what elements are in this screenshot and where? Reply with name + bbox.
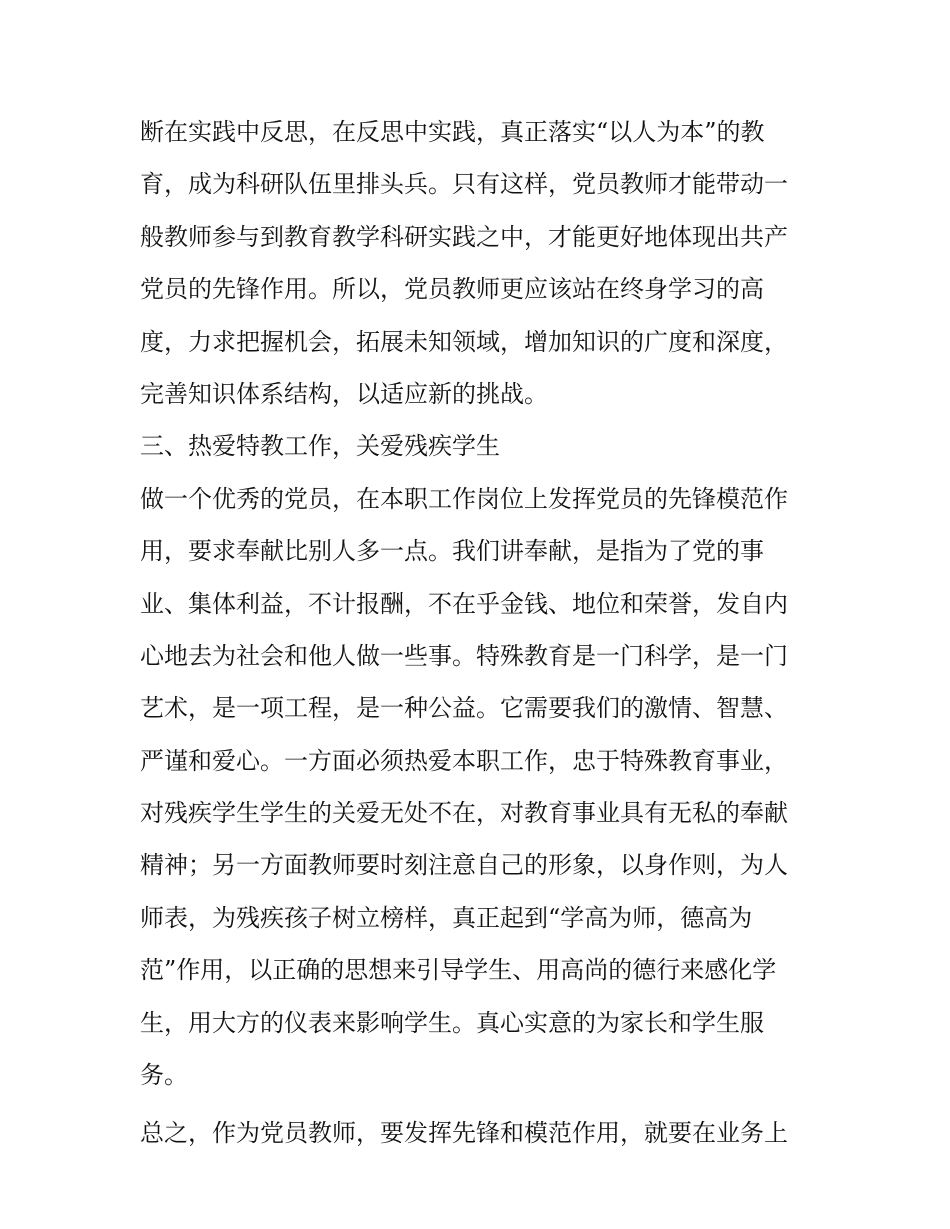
- text-line: 党员的先锋作用。所以，党员教师更应该站在终身学习的高: [140, 275, 764, 304]
- text-line: 生，用大方的仪表来影响学生。真心实意的为家长和学生服: [140, 1008, 764, 1037]
- text-line: 严谨和爱心。一方面必须热爱本职工作，忠于特殊教育事业，: [140, 746, 788, 775]
- text-line: 师表，为残疾孩子树立榜样，真正起到“学高为师，德高为: [140, 903, 753, 932]
- text-line: 对残疾学生学生的关爱无处不在，对教育事业具有无私的奉献: [140, 799, 788, 828]
- text-line: 务。: [140, 1061, 188, 1090]
- text-line: 范”作用，以正确的思想来引导学生、用高尚的德行来感化学: [140, 956, 777, 985]
- text-line: 断在实践中反思，在反思中实践，真正落实“以人为本”的教: [140, 118, 765, 146]
- text-line: 艺术，是一项工程，是一种公益。它需要我们的激情、智慧、: [140, 694, 788, 723]
- text-line: 育，成为科研队伍里排头兵。只有这样，党员教师才能带动一: [140, 170, 788, 199]
- document-body-text: [140, 106, 830, 1160]
- text-line: 业、集体利益，不计报酬，不在乎金钱、地位和荣誉，发自内: [140, 589, 788, 618]
- text-line: 度，力求把握机会，拓展未知领域，增加知识的广度和深度，: [140, 327, 788, 356]
- section-heading: 三、热爱特教工作，关爱残疾学生: [140, 432, 500, 461]
- text-line: 精神；另一方面教师要时刻注意自己的形象，以身作则，为人: [140, 851, 788, 880]
- text-line: 做一个优秀的党员，在本职工作岗位上发挥党员的先锋模范作: [140, 484, 788, 513]
- text-line: 心地去为社会和他人做一些事。特殊教育是一门科学，是一门: [140, 641, 788, 670]
- text-line: 般教师参与到教育教学科研实践之中，才能更好地体现出共产: [140, 222, 788, 251]
- text-line: 完善知识体系结构，以适应新的挑战。: [140, 379, 548, 408]
- text-line: 用，要求奉献比别人多一点。我们讲奉献，是指为了党的事: [140, 537, 764, 566]
- text-line: 总之，作为党员教师，要发挥先锋和模范作用，就要在业务上: [140, 1119, 788, 1148]
